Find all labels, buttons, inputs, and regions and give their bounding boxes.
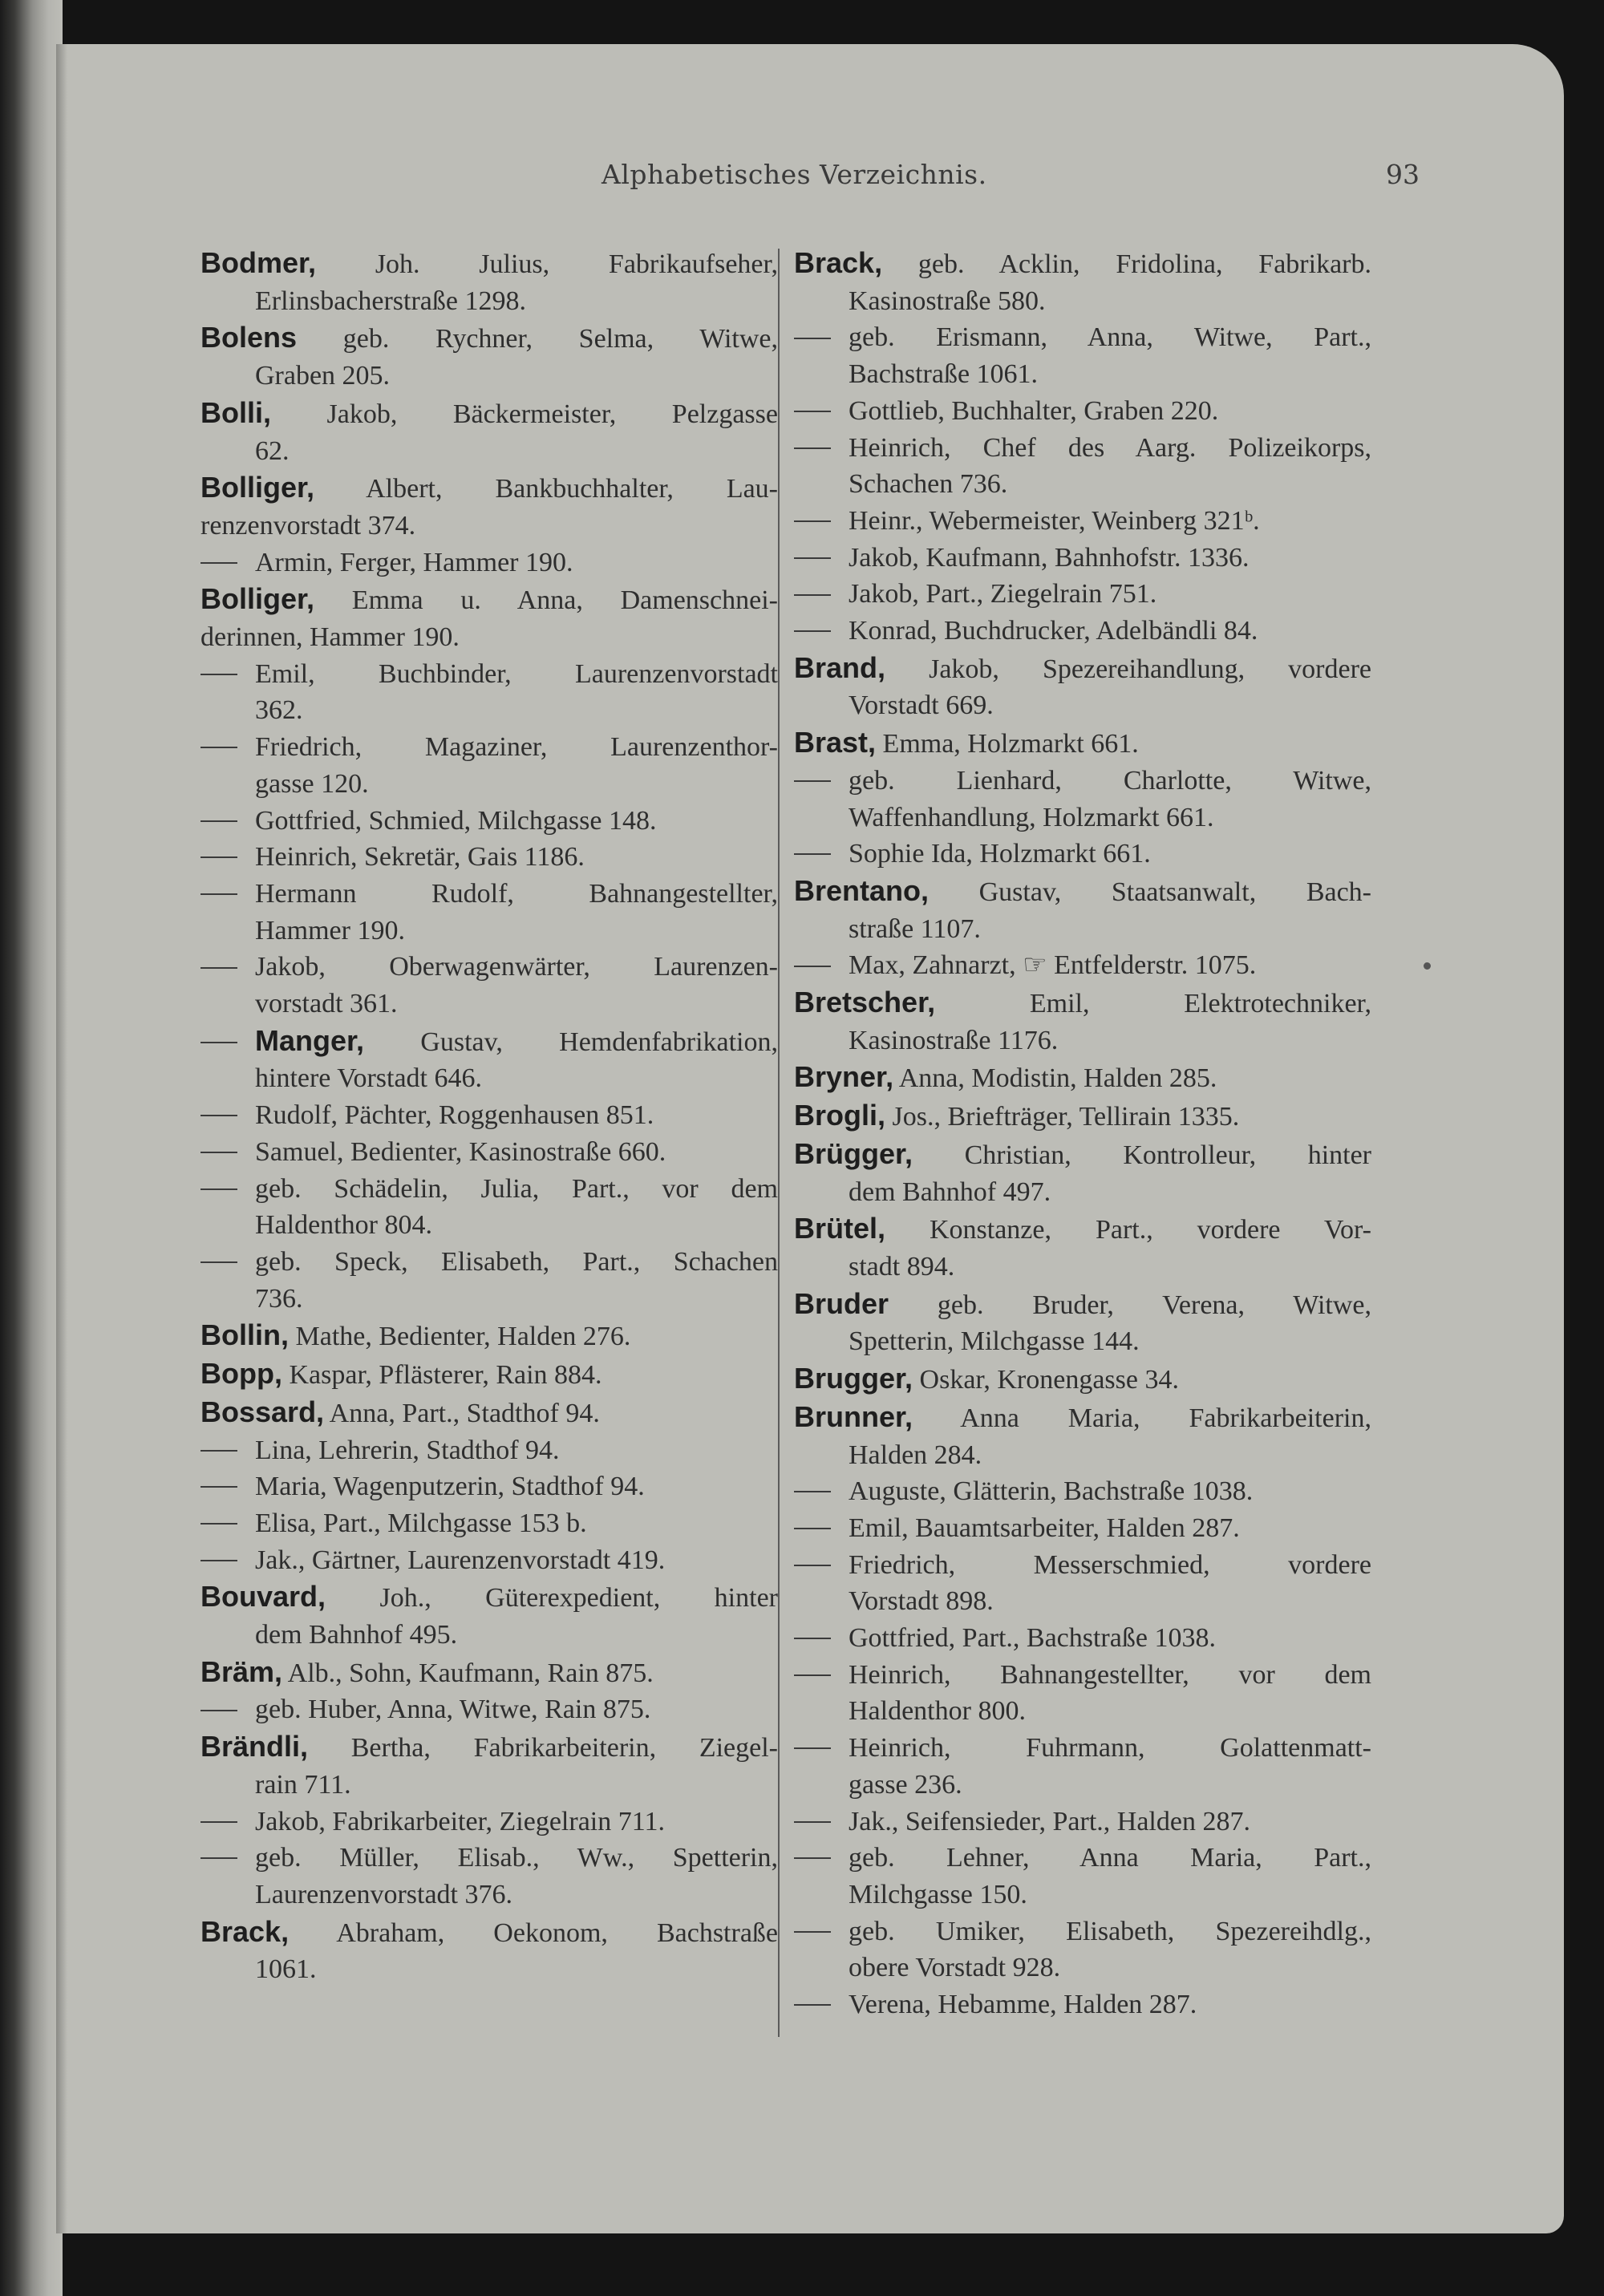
entry-continuation: Kasinostraße 1176. <box>849 1025 1059 1055</box>
entry-text: Maria, Wagenputzerin, Stadthof 94. <box>255 1472 645 1502</box>
ditto-dash <box>200 967 237 969</box>
ditto-dash <box>200 674 237 675</box>
ditto-dash <box>794 338 831 339</box>
entry-text: Gottfried, Schmied, Milchgasse 148. <box>255 805 657 836</box>
entry-first-line <box>200 1022 778 1061</box>
entry-text: geb. Rychner, Selma, Witwe, <box>297 324 778 354</box>
directory-entry <box>794 319 1371 392</box>
entry-first-line <box>794 430 1371 467</box>
directory-entry <box>200 803 778 840</box>
directory-entry <box>200 1654 778 1692</box>
entry-continuation: Haldenthor 804. <box>255 1210 432 1241</box>
directory-entry <box>794 1473 1371 1510</box>
directory-entry <box>200 1317 778 1355</box>
ditto-dash <box>794 780 831 782</box>
entry-text: geb. Acklin, Fridolina, Fabrikarb. <box>882 249 1371 279</box>
directory-entry <box>794 1286 1371 1360</box>
ditto-dash <box>794 1674 831 1676</box>
header-title: Alphabetisches Verzeichnis. <box>602 159 987 190</box>
entry-text: Albert, Bankbuchhalter, Lau- <box>314 474 778 504</box>
directory-entry <box>200 729 778 802</box>
entry-first-line <box>794 1804 1371 1840</box>
entry-continuation: Vorstadt 669. <box>849 690 994 721</box>
entry-text: Heinrich, Bahnangestellter, vor dem <box>849 1659 1371 1690</box>
directory-entry <box>794 1097 1371 1136</box>
entry-text: geb. Schädelin, Julia, Part., vor dem <box>255 1173 778 1204</box>
entry-text: Verena, Hebamme, Halden 287. <box>849 1990 1197 2020</box>
page-number: 93 <box>1386 159 1420 190</box>
directory-entry <box>200 1394 778 1432</box>
entry-surname: Bryner, <box>794 1060 894 1094</box>
directory-entry <box>200 1578 778 1653</box>
entry-first-line <box>200 1355 778 1394</box>
entry-text: Emma u. Anna, Damenschnei- <box>314 585 778 616</box>
entry-text: geb. Huber, Anna, Witwe, Rain 875. <box>255 1695 651 1725</box>
entry-first-line <box>794 1840 1371 1877</box>
entry-first-line <box>200 1728 778 1767</box>
entry-continuation: hintere Vorstadt 646. <box>255 1063 482 1094</box>
entry-text: Jakob, Bäckermeister, Pelzgasse <box>271 399 778 429</box>
entry-surname: Bolliger, <box>200 471 315 504</box>
entry-first-line <box>794 613 1371 650</box>
ditto-dash <box>794 853 831 855</box>
entry-text: Armin, Ferger, Hammer 190. <box>255 547 573 577</box>
ditto-dash <box>200 1450 237 1452</box>
directory-entry <box>794 1730 1371 1803</box>
directory-entry <box>794 650 1371 724</box>
entry-first-line <box>200 1134 778 1171</box>
entry-first-line <box>794 947 1371 984</box>
entry-text: geb. Bruder, Verena, Witwe, <box>889 1290 1371 1320</box>
entry-text: Friedrich, Magaziner, Laurenzenthor- <box>255 732 778 763</box>
entry-text: geb. Lienhard, Charlotte, Witwe, <box>849 765 1371 796</box>
entry-first-line <box>200 1691 778 1728</box>
entry-surname: Brugger, <box>794 1362 913 1395</box>
entry-first-line <box>794 724 1371 763</box>
entry-first-line <box>794 576 1371 613</box>
ditto-dash <box>794 1491 831 1492</box>
entry-first-line <box>794 393 1371 430</box>
entry-surname: Bräm, <box>200 1654 283 1688</box>
entry-continuation: gasse 120. <box>255 768 369 799</box>
entry-continuation: 1061. <box>255 1954 317 1985</box>
entry-text: Oskar, Kronengasse 34. <box>913 1365 1179 1395</box>
entry-surname: Bollin, <box>200 1318 289 1352</box>
entry-continuation: Spetterin, Milchgasse 144. <box>849 1326 1140 1357</box>
entry-text: Samuel, Bedienter, Kasinostraße 660. <box>255 1136 666 1167</box>
entry-first-line <box>200 949 778 986</box>
entry-text: Heinrich, Fuhrmann, Golattenmatt- <box>849 1733 1371 1764</box>
entry-text: Christian, Kontrolleur, hinter <box>913 1140 1371 1170</box>
directory-entry <box>200 1355 778 1394</box>
entry-first-line <box>794 540 1371 577</box>
entry-continuation: Haldenthor 800. <box>849 1696 1026 1727</box>
entry-text: Jakob, Fabrikarbeiter, Ziegelrain 711. <box>255 1806 665 1836</box>
ink-speck <box>1424 962 1431 970</box>
entry-first-line <box>794 503 1371 540</box>
entry-continuation: Halden 284. <box>849 1440 982 1470</box>
directory-entry <box>794 245 1371 319</box>
entry-first-line <box>794 1620 1371 1657</box>
directory-entry <box>200 1691 778 1728</box>
ditto-dash <box>794 1931 831 1933</box>
entry-first-line <box>200 729 778 766</box>
entry-continuation: 362. <box>255 695 303 726</box>
entry-first-line <box>794 984 1371 1022</box>
entry-first-line <box>200 1505 778 1542</box>
directory-entry <box>200 1913 778 1988</box>
directory-entry <box>200 581 778 655</box>
ditto-dash <box>794 1638 831 1639</box>
entry-first-line <box>794 1473 1371 1510</box>
entry-first-line <box>794 836 1371 873</box>
entry-first-line <box>794 1986 1371 2023</box>
entry-text: Gottfried, Part., Bachstraße 1038. <box>849 1623 1216 1654</box>
directory-entry <box>794 430 1371 503</box>
ditto-dash <box>200 747 237 748</box>
entry-continuation: rain 711. <box>255 1769 351 1800</box>
entry-surname: Brunner, <box>794 1399 913 1433</box>
directory-entry <box>794 613 1371 650</box>
entry-first-line <box>200 1244 778 1281</box>
directory-entry <box>794 763 1371 836</box>
ditto-dash <box>200 1821 237 1823</box>
directory-entry <box>794 1059 1371 1097</box>
entry-text: Jakob, Kaufmann, Bahnhofstr. 1336. <box>849 542 1250 573</box>
directory-entry <box>794 1840 1371 1913</box>
entry-surname: Bolli, <box>200 395 271 429</box>
entry-text: Jakob, Part., Ziegelrain 751. <box>849 579 1157 609</box>
directory-entry <box>200 1097 778 1134</box>
entry-first-line <box>200 1840 778 1877</box>
entry-continuation: Waffenhandlung, Holzmarkt 661. <box>849 802 1214 832</box>
entry-text: Konrad, Buchdrucker, Adelbändli 84. <box>849 616 1258 646</box>
entry-first-line <box>200 1171 778 1208</box>
entry-continuation: Laurenzenvorstadt 376. <box>255 1879 512 1909</box>
directory-entry <box>794 540 1371 577</box>
entry-surname: Brack, <box>794 246 883 279</box>
entry-surname: Bolliger, <box>200 582 315 616</box>
ditto-dash <box>794 1821 831 1823</box>
entry-first-line <box>200 581 778 619</box>
entry-text: Max, Zahnarzt, ☞ Entfelderstr. 1075. <box>849 950 1257 981</box>
entry-surname: Manger, <box>255 1023 365 1057</box>
directory-entry <box>794 1547 1371 1620</box>
entry-text: Heinr., Webermeister, Weinberg 321ᵇ. <box>849 505 1260 536</box>
column-divider <box>778 249 780 2037</box>
entry-surname: Brändli, <box>200 1730 309 1764</box>
ditto-dash <box>200 562 237 564</box>
entry-surname: Brogli, <box>794 1099 885 1132</box>
entry-text: Abraham, Oekonom, Bachstraße <box>289 1917 778 1948</box>
directory-entry <box>200 1804 778 1840</box>
adjacent-page-edge <box>0 0 63 2296</box>
ditto-dash <box>200 1710 237 1711</box>
entry-first-line <box>200 1432 778 1469</box>
entry-continuation: Kasinostraße 580. <box>849 285 1046 316</box>
directory-entry <box>794 1399 1371 1473</box>
entry-first-line <box>200 545 778 581</box>
entry-continuation: dem Bahnhof 495. <box>255 1620 458 1650</box>
entry-text: Anna Maria, Fabrikarbeiterin, <box>913 1403 1371 1433</box>
directory-entry <box>200 245 778 319</box>
entry-continuation: vorstadt 361. <box>255 989 398 1019</box>
directory-entry <box>200 839 778 876</box>
entry-text: Emil, Bauamtsarbeiter, Halden 287. <box>849 1512 1240 1543</box>
entry-text: geb. Erismann, Anna, Witwe, Part., <box>849 322 1371 353</box>
running-header <box>56 159 1564 207</box>
ditto-dash <box>794 411 831 412</box>
directory-entry <box>794 724 1371 763</box>
directory-entry <box>794 947 1371 984</box>
entry-surname: Brast, <box>794 726 877 759</box>
directory-entry <box>200 469 778 544</box>
directory-entry <box>200 656 778 729</box>
entry-continuation: obere Vorstadt 928. <box>849 1953 1061 1983</box>
entry-text: Heinrich, Sekretär, Gais 1186. <box>255 842 585 873</box>
entry-text: Emil, Elektrotechniker, <box>935 989 1371 1019</box>
entry-surname: Bouvard, <box>200 1580 326 1614</box>
entry-text: Sophie Ida, Holzmarkt 661. <box>849 839 1151 869</box>
entry-continuation: stadt 894. <box>849 1251 955 1282</box>
entry-first-line <box>200 469 778 508</box>
entry-first-line <box>200 1913 778 1952</box>
right-column <box>794 245 1371 2023</box>
ditto-dash <box>794 1528 831 1529</box>
entry-first-line <box>794 1547 1371 1584</box>
entry-first-line <box>200 876 778 913</box>
entry-text: Lina, Lehrerin, Stadthof 94. <box>255 1435 560 1465</box>
entry-first-line <box>794 1510 1371 1547</box>
directory-entry <box>794 1360 1371 1399</box>
entry-continuation: Bachstraße 1061. <box>849 359 1039 390</box>
directory-entry <box>200 545 778 581</box>
entry-text: Friedrich, Messerschmied, vordere <box>849 1549 1371 1580</box>
directory-entry <box>200 1468 778 1505</box>
entry-text: Bertha, Fabrikarbeiterin, Ziegel- <box>308 1733 778 1764</box>
entry-text: Gustav, Hemdenfabrikation, <box>364 1027 778 1057</box>
entry-first-line <box>200 1394 778 1432</box>
entry-text: geb. Lehner, Anna Maria, Part., <box>849 1843 1371 1873</box>
entry-surname: Brentano, <box>794 873 930 907</box>
entry-first-line <box>794 1097 1371 1136</box>
entry-first-line <box>200 395 778 433</box>
entry-continuation: 62. <box>255 435 290 466</box>
entry-first-line <box>200 839 778 876</box>
directory-entry <box>200 949 778 1022</box>
entry-text: Joh., Güterexpedient, hinter <box>326 1583 778 1614</box>
entry-text: Jakob, Spezereihandlung, vordere <box>885 654 1371 684</box>
entry-continuation: derinnen, Hammer 190. <box>200 622 460 653</box>
ditto-dash <box>794 2004 831 2006</box>
entry-continuation: 736. <box>255 1283 303 1314</box>
entry-text: geb. Speck, Elisabeth, Part., Schachen <box>255 1246 778 1277</box>
entry-text: Gustav, Staatsanwalt, Bach- <box>929 877 1371 907</box>
entry-first-line <box>794 319 1371 356</box>
entry-first-line <box>200 1317 778 1355</box>
entry-continuation: renzenvorstadt 374. <box>200 510 416 541</box>
entry-text: Konstanze, Part., vordere Vor- <box>885 1215 1371 1245</box>
directory-entry <box>200 1171 778 1244</box>
entry-first-line <box>200 803 778 840</box>
entry-first-line <box>200 1097 778 1134</box>
entry-first-line <box>200 245 778 283</box>
entry-first-line <box>794 650 1371 688</box>
entry-first-line <box>794 763 1371 800</box>
page-gutter-shadow <box>56 44 67 2233</box>
directory-entry <box>794 1620 1371 1657</box>
directory-entry <box>794 1657 1371 1730</box>
entry-continuation: Schachen 736. <box>849 469 1008 500</box>
entry-surname: Brütel, <box>794 1212 886 1245</box>
directory-entry <box>200 1505 778 1542</box>
entry-text: Alb., Sohn, Kaufmann, Rain 875. <box>282 1658 654 1688</box>
entry-continuation: Milchgasse 150. <box>849 1879 1027 1909</box>
ditto-dash <box>200 1523 237 1525</box>
entry-first-line <box>200 1654 778 1692</box>
ditto-dash <box>794 1747 831 1749</box>
entry-surname: Bodmer, <box>200 246 317 279</box>
directory-entry <box>200 1542 778 1579</box>
entry-text: Gottlieb, Buchhalter, Graben 220. <box>849 395 1219 426</box>
entry-first-line <box>794 1913 1371 1950</box>
entry-continuation: Erlinsbacherstraße 1298. <box>255 285 526 316</box>
entry-first-line <box>794 1059 1371 1097</box>
directory-entry <box>200 1728 778 1803</box>
entry-first-line <box>200 1578 778 1617</box>
entry-text: Jakob, Oberwagenwärter, Laurenzen- <box>255 952 778 982</box>
ditto-dash <box>794 1565 831 1566</box>
entry-first-line <box>794 1210 1371 1249</box>
ditto-dash <box>794 1857 831 1859</box>
ditto-dash <box>794 447 831 449</box>
directory-entry <box>794 1210 1371 1285</box>
directory-entry <box>200 1432 778 1469</box>
entry-text: Rudolf, Pächter, Roggenhausen 851. <box>255 1100 654 1131</box>
directory-entry <box>794 1510 1371 1547</box>
ditto-dash <box>794 594 831 596</box>
entry-first-line <box>200 1468 778 1505</box>
entry-first-line <box>200 1804 778 1840</box>
entry-continuation: dem Bahnhof 497. <box>849 1176 1051 1207</box>
entry-first-line <box>794 1399 1371 1437</box>
entry-first-line <box>794 1136 1371 1174</box>
entry-text: Jak., Gärtner, Laurenzenvorstadt 419. <box>255 1545 666 1575</box>
entry-surname: Bopp, <box>200 1357 282 1391</box>
directory-entry <box>794 836 1371 873</box>
entry-text: Anna, Modistin, Halden 285. <box>893 1063 1217 1094</box>
entry-surname: Bolens <box>200 321 298 354</box>
entry-first-line <box>794 1286 1371 1324</box>
entry-text: Hermann Rudolf, Bahnangestellter, <box>255 878 778 909</box>
entry-surname: Brand, <box>794 650 886 684</box>
entry-text: Jak., Seifensieder, Part., Halden 287. <box>849 1806 1250 1836</box>
directory-entry <box>200 1244 778 1317</box>
entry-first-line <box>794 873 1371 911</box>
entry-first-line <box>200 319 778 358</box>
entry-text: Elisa, Part., Milchgasse 153 b. <box>255 1508 587 1538</box>
directory-entry <box>794 984 1371 1059</box>
entry-first-line <box>200 656 778 693</box>
ditto-dash <box>200 1115 237 1116</box>
ditto-dash <box>200 1261 237 1263</box>
ditto-dash <box>200 1152 237 1153</box>
entry-continuation: Graben 205. <box>255 361 391 391</box>
entry-text: Emma, Holzmarkt 661. <box>876 729 1139 759</box>
entry-text: Kaspar, Pflästerer, Rain 884. <box>282 1360 602 1391</box>
entry-text: Joh. Julius, Fabrikaufseher, <box>316 249 778 279</box>
ditto-dash <box>200 1188 237 1190</box>
ditto-dash <box>200 893 237 895</box>
entry-continuation: Vorstadt 898. <box>849 1586 994 1617</box>
entry-first-line <box>794 245 1371 283</box>
entry-surname: Bruder <box>794 1286 889 1320</box>
entry-continuation: Hammer 190. <box>255 915 405 946</box>
entry-text: geb. Umiker, Elisabeth, Spezereihdlg., <box>849 1916 1371 1946</box>
directory-entry <box>794 576 1371 613</box>
entry-text: Emil, Buchbinder, Laurenzenvorstadt <box>255 658 778 689</box>
entry-continuation: gasse 236. <box>849 1769 962 1800</box>
entry-text: Heinrich, Chef des Aarg. Polizeikorps, <box>849 432 1371 463</box>
ditto-dash <box>200 1042 237 1043</box>
directory-entry <box>794 1136 1371 1210</box>
entry-text: Mathe, Bedienter, Halden 276. <box>289 1322 631 1352</box>
entry-surname: Bretscher, <box>794 986 936 1019</box>
ditto-dash <box>200 1560 237 1561</box>
ditto-dash <box>200 820 237 822</box>
directory-entry <box>794 1913 1371 1986</box>
entry-surname: Brack, <box>200 1914 290 1948</box>
entry-continuation: straße 1107. <box>849 913 981 944</box>
entry-text: Jos., Briefträger, Tellirain 1335. <box>885 1102 1240 1132</box>
ditto-dash <box>794 630 831 632</box>
entry-surname: Bossard, <box>200 1395 325 1428</box>
entry-first-line <box>794 1360 1371 1399</box>
entry-first-line <box>200 1542 778 1579</box>
entry-text: geb. Müller, Elisab., Ww., Spetterin, <box>255 1843 778 1873</box>
book-page <box>56 44 1564 2233</box>
entry-first-line <box>794 1657 1371 1694</box>
ditto-dash <box>200 1486 237 1488</box>
directory-entry <box>200 1840 778 1913</box>
directory-entry <box>794 1804 1371 1840</box>
ditto-dash <box>794 966 831 967</box>
directory-entry <box>200 876 778 949</box>
directory-entry <box>200 319 778 394</box>
entry-text: Auguste, Glätterin, Bachstraße 1038. <box>849 1476 1254 1507</box>
entry-first-line <box>794 1730 1371 1767</box>
directory-entry <box>794 1986 1371 2023</box>
directory-entry <box>200 1022 778 1097</box>
entry-surname: Brügger, <box>794 1136 913 1170</box>
directory-entry <box>794 503 1371 540</box>
ditto-dash <box>794 520 831 522</box>
ditto-dash <box>200 1857 237 1859</box>
directory-entry <box>794 393 1371 430</box>
directory-entry <box>200 1134 778 1171</box>
ditto-dash <box>200 856 237 858</box>
left-column <box>200 245 778 1988</box>
directory-entry <box>794 873 1371 947</box>
entry-text: Anna, Part., Stadthof 94. <box>324 1398 600 1428</box>
directory-entry <box>200 395 778 469</box>
ditto-dash <box>794 557 831 559</box>
